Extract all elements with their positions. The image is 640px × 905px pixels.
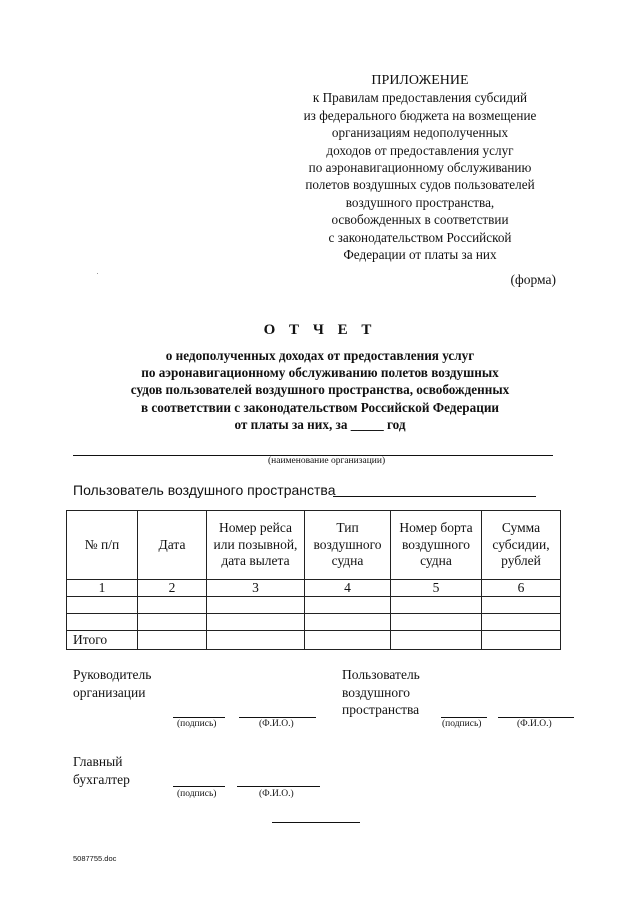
number-cell: 6: [482, 580, 561, 597]
accountant-signature-caption: (подпись): [177, 789, 217, 799]
head-name-caption: (Ф.И.О.): [259, 719, 294, 729]
appendix-line: организациям недополученных: [331, 125, 509, 141]
appendix-line: к Правилам предоставления субсидий: [312, 90, 528, 106]
appendix-line: с законодательством Российской: [328, 229, 512, 245]
subtitle-line: в соответствии с законодательством Российской Федерации: [140, 399, 500, 415]
head-signature-label: Руководитель организации: [73, 667, 152, 700]
head-signature-caption: (подпись): [177, 719, 217, 729]
accountant-signature-label: Главный бухгалтер: [73, 754, 130, 787]
user-signature-caption: (подпись): [442, 719, 482, 729]
accountant-name-line: [237, 786, 320, 787]
appendix-title: ПРИЛОЖЕНИЕ: [371, 73, 469, 88]
table-row: [67, 614, 561, 631]
airspace-user-label: Пользователь воздушного пространства: [73, 482, 336, 498]
appendix-line: доходов от предоставления услуг: [326, 142, 514, 158]
accountant-name-caption: (Ф.И.О.): [259, 789, 294, 799]
header-cell: Номер борта воздушного судна: [391, 511, 482, 580]
appendix-line: воздушного пространства,: [345, 194, 495, 210]
appendix-line: полетов воздушных судов пользователей: [305, 177, 535, 193]
appendix-block: [270, 72, 570, 263]
user-name-caption: (Ф.И.О.): [517, 719, 552, 729]
footer-file-name: 5087755.doc: [73, 854, 117, 863]
closing-line: [272, 822, 360, 823]
header-cell: № п/п: [67, 511, 138, 580]
subtitle-line: о недополученных доходах от предоставления услуг: [165, 348, 475, 363]
report-table: [66, 510, 561, 650]
org-name-caption: (наименование организации): [268, 456, 386, 466]
appendix-line: Федерации от платы за них: [343, 247, 497, 263]
header-cell: Тип воздушного судна: [305, 511, 391, 580]
head-signature-line: [173, 717, 225, 718]
appendix-line: из федерального бюджета на возмещение: [303, 107, 537, 123]
accountant-signature-line: [173, 786, 225, 787]
appendix-line: освобожденных в соответствии: [331, 212, 509, 228]
user-signature-label: Пользователь воздушного пространства: [342, 667, 420, 718]
report-subtitle: [60, 347, 580, 433]
header-cell: Дата: [138, 511, 207, 580]
airspace-user-line: [333, 496, 536, 497]
number-cell: 1: [67, 580, 138, 597]
subtitle-line: от платы за них, за _____ год: [234, 416, 406, 432]
header-cell: Сумма субсидии, рублей: [482, 511, 561, 580]
user-signature-line: [441, 717, 487, 718]
form-note: (форма): [510, 272, 556, 287]
appendix-line: по аэронавигационному обслуживанию: [308, 160, 532, 176]
total-label: Итого: [67, 631, 138, 650]
number-cell: 2: [138, 580, 207, 597]
table-total-row: [67, 631, 561, 650]
table-header-row: [67, 511, 561, 580]
table-number-row: [67, 580, 561, 597]
subtitle-line: по аэронавигационному обслуживанию полетов воздушных: [141, 365, 499, 381]
header-cell: Номер рейса или позывной, дата вылета: [207, 511, 305, 580]
head-name-line: [239, 717, 316, 718]
report-title: О Т Ч Е Т: [263, 322, 377, 338]
number-cell: 3: [207, 580, 305, 597]
subtitle-line: судов пользователей воздушного пространства, освобожденных: [130, 382, 510, 398]
scan-dot: [97, 273, 98, 274]
user-name-line: [498, 717, 574, 718]
number-cell: 4: [305, 580, 391, 597]
table-row: [67, 597, 561, 614]
number-cell: 5: [391, 580, 482, 597]
